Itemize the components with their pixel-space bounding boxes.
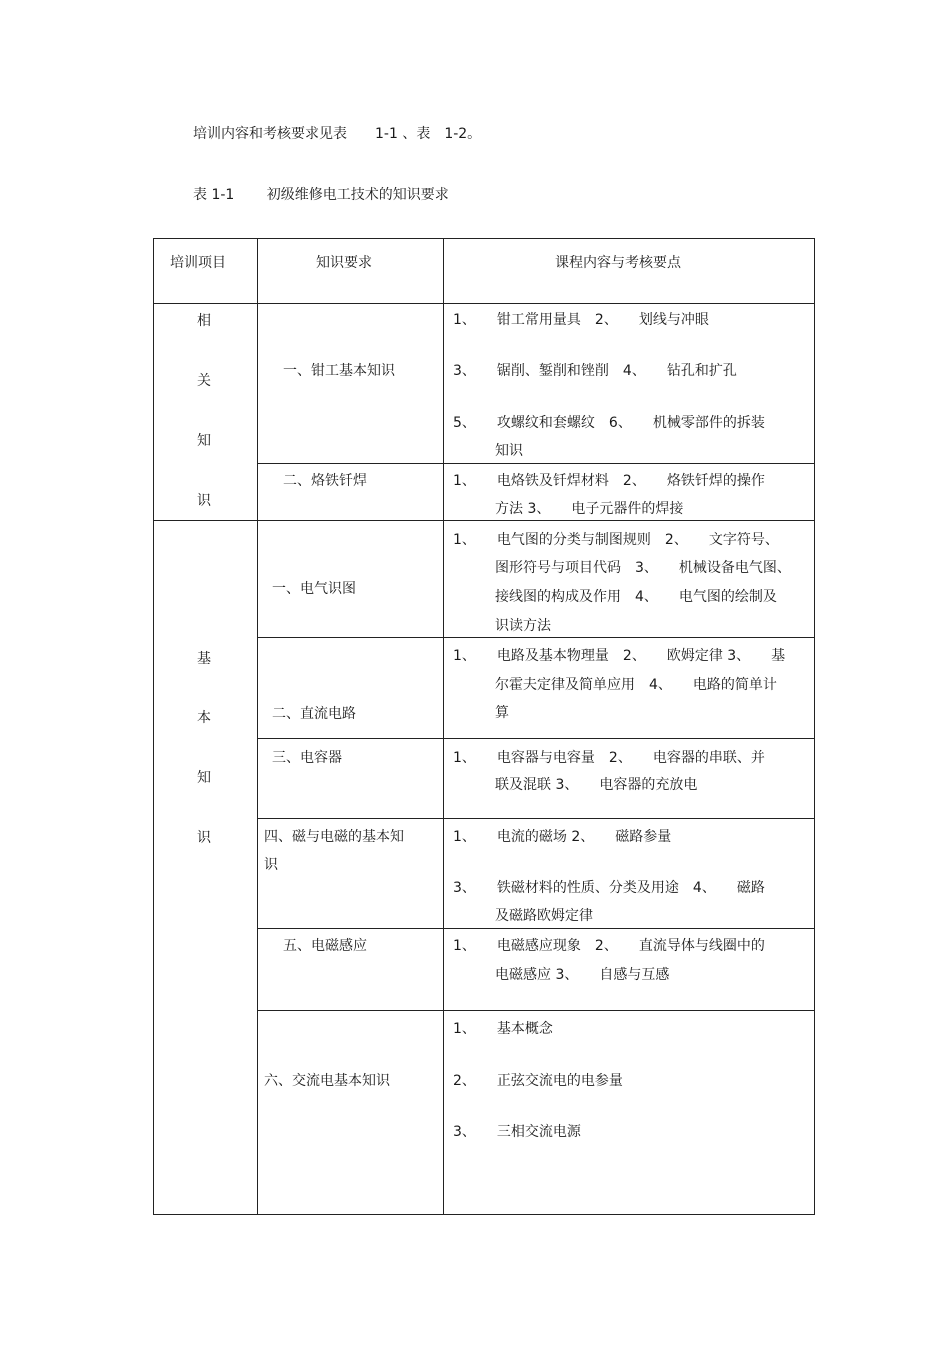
category-char: 关 [197,373,211,389]
table-border-left [153,238,154,1215]
header-cell-content: 课程内容与考核要点 [555,255,681,271]
row-divider [257,928,815,929]
category-char: 知 [197,770,211,786]
group-divider [153,520,815,521]
row-divider [257,463,815,464]
row-divider [257,738,815,739]
table-border-right [814,238,815,1215]
column-divider [257,238,258,1215]
content-line: 3、 锯削、錾削和锉削 4、 钻孔和扩孔 [453,363,737,379]
content-line: 2、 正弦交流电的电参量 [453,1073,623,1089]
content-line: 3、 铁磁材料的性质、分类及用途 4、 磁路 [453,880,765,896]
content-line: 接线图的构成及作用 4、 电气图的绘制及 [453,589,777,605]
content-line: 算 [453,705,509,721]
requirement-cell: 六、交流电基本知识 [264,1073,390,1089]
content-line: 3、 三相交流电源 [453,1124,581,1140]
content-line: 1、 电气图的分类与制图规则 2、 文字符号、 [453,532,779,548]
content-line: 5、 攻螺纹和套螺纹 6、 机械零部件的拆装 [453,415,765,431]
category-char: 知 [197,433,211,449]
content-line: 电磁感应 3、 自感与互感 [453,967,670,983]
row-divider [257,818,815,819]
requirement-cell-continued: 识 [264,857,278,873]
content-line: 1、 电磁感应现象 2、 直流导体与线圈中的 [453,938,765,954]
content-line: 尔霍夫定律及简单应用 4、 电路的简单计 [453,677,777,693]
category-char: 相 [197,313,211,329]
table-caption-number: 表 1-1 [193,187,235,203]
content-line: 图形符号与项目代码 3、 机械设备电气图、 [453,560,791,576]
category-char: 本 [197,710,211,726]
row-divider [257,1010,815,1011]
column-divider [443,238,444,1215]
content-line: 识读方法 [453,618,551,634]
content-line: 方法 3、 电子元器件的焊接 [453,501,684,517]
content-line: 联及混联 3、 电容器的充放电 [453,777,698,793]
content-line: 1、 基本概念 [453,1021,553,1037]
content-line: 1、 钳工常用量具 2、 划线与冲眼 [453,312,709,328]
requirement-cell: 三、电容器 [272,750,342,766]
category-char: 识 [197,830,211,846]
requirement-cell: 一、钳工基本知识 [283,363,395,379]
content-line: 1、 电路及基本物理量 2、 欧姆定律 3、 基 [453,648,786,664]
content-line: 1、 电容器与电容量 2、 电容器的串联、并 [453,750,765,766]
requirement-cell: 五、电磁感应 [283,938,367,954]
content-line: 及磁路欧姆定律 [453,908,593,924]
table-border-top [153,238,815,239]
header-divider [153,303,815,304]
table-border-bottom [153,1214,815,1215]
row-divider [257,637,815,638]
requirement-cell: 二、直流电路 [272,706,356,722]
category-char: 识 [197,493,211,509]
content-line: 1、 电流的磁场 2、 磁路参量 [453,829,672,845]
header-cell-project: 培训项目 [170,255,226,271]
header-cell-requirement: 知识要求 [316,255,372,271]
table-caption [193,186,449,204]
table-caption-title: 初级维修电工技术的知识要求 [266,187,449,203]
requirement-cell: 一、电气识图 [272,581,356,597]
intro-paragraph: 培训内容和考核要求见表 1-1 、表 1-2。 [193,126,482,142]
requirement-cell: 四、磁与电磁的基本知 [264,829,404,845]
category-char: 基 [197,651,211,667]
content-line: 知识 [453,443,523,459]
content-line: 1、 电烙铁及钎焊材料 2、 烙铁钎焊的操作 [453,473,765,489]
requirement-cell: 二、烙铁钎焊 [283,473,367,489]
